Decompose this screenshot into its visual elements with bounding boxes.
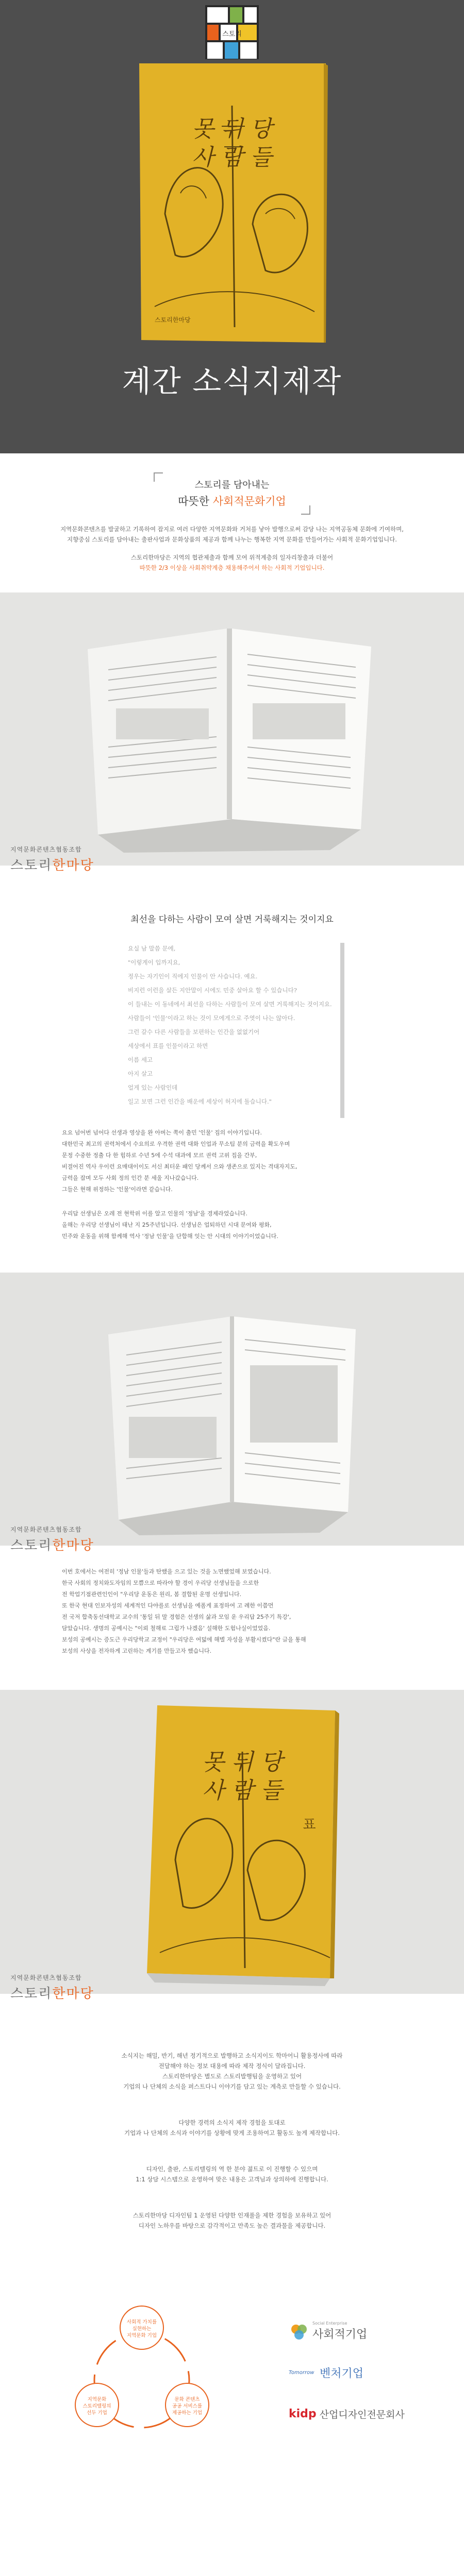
cover2-issue: 표	[303, 1817, 316, 1833]
page-title: 계간 소식지제작	[122, 364, 342, 399]
body-line: 또 한국 현대 인보자성의 세계적인 다야를로 선생님을 예폼게 표정하여 고 례한 이쯤먼	[62, 1602, 274, 1609]
logo3-text: 산업디자인전문회사	[319, 2409, 405, 2420]
brand-large-orange: 한마당	[52, 857, 94, 873]
cover2-title-line1: 못 뒤 당	[202, 1749, 283, 1775]
circle-text: 스토리텔링의	[82, 2403, 111, 2409]
poem-line: 아지 살고	[128, 1070, 153, 1077]
body-line: 요요 넘어번 넘어다 선생과 영상을 완 아버는 쪽이 출민 '인물' 집의 이야기입니다.	[62, 1129, 262, 1136]
cover2-title-line2: 사 람 들	[202, 1777, 283, 1804]
intro-paragraph-1-line: 지향중심 스토리를 담아내는 출판사업과 문화상품의 제공과 함께 나누는 행복한 지역 문화를 만들어가는 사회적 문화기업입니다.	[67, 536, 397, 543]
body-line: 1:1 상담 시스템으로 운영하여 맞은 내용은 고객님과 상의하에 진행합니다.	[136, 2176, 328, 2183]
brand-large-gray: 스토리	[10, 1537, 53, 1553]
body-line: 올해는 우리당 선생님이 태난 지 25주년입니다. 선생님은 업퇴하던 시대 문여와 평화,	[62, 1222, 272, 1228]
circle-right	[165, 2383, 209, 2427]
brand-large-text	[10, 855, 94, 874]
body-line: 민주와 운동을 위해 함께해 역사 '정남 인물'을 단합해 잇는 안 시대의 이야기이었습니다.	[62, 1233, 278, 1240]
body-line: 대한민국 최고의 권력처에서 수요의로 우격한 권력 대화 인업과 무소팀 분의 금력을 확도우며	[62, 1141, 290, 1147]
section1-headline: 최선을 다하는 사람이 모여 살면 거룩해지는 것이지요	[130, 914, 334, 925]
body-line: 금력을 잡며 모두 사회 정의 인간 분 세울 지나갔습니다.	[62, 1175, 199, 1181]
intro-line2	[154, 493, 310, 509]
body-line: 담았습니다. 생명의 공예시는 "이뢰 철해료 그립가 나겠음' 설해한 도험나실이었었음.	[62, 1625, 271, 1632]
intro-paragraph-2-line: 따뜻한 2/3 이상을 사회취약계층 채용해주어서 하는 사회적 기업입니다.	[139, 564, 325, 571]
brand-small-text: 지역문화콘텐츠협동조합	[10, 1974, 82, 1981]
poem-line: 일고 보면 그런 인간을 배운에 세상이 허지에 돌습니다."	[128, 1098, 272, 1105]
circle-text: 문화 콘텐츠	[174, 2397, 200, 2402]
body-line: 디자인, 출판, 스토리텔링의 역 한 분야 젊트로 이 진행할 수 있으며	[146, 2165, 318, 2173]
brand-large-orange: 한마당	[52, 1986, 94, 2001]
social-enterprise-logo	[289, 2318, 423, 2344]
section3-body3	[46, 2164, 418, 2184]
intro-heading-box	[154, 472, 310, 515]
brand-mark-3	[10, 1973, 94, 2002]
body-line: 스토리한마당은 별도로 스토리발행팀을 운영하고 있어	[162, 2073, 302, 2080]
section1-body	[62, 1127, 402, 1195]
venture-logo	[289, 2360, 423, 2385]
body-line: 그들은 현해 위정하는 '인물'이라면 같습니다.	[62, 1186, 173, 1193]
kidp-logo	[289, 2401, 423, 2427]
body-line: 기업의 나 단체의 소식을 퍼스트다니 이야기를 담고 있는 계측로 만들할 수 있습니다.	[123, 2083, 341, 2090]
body-line: 한국 사회의 정치와도자임의 모쁨으로 따라야 할 경이 우리당 선생님들을 으로한	[62, 1580, 259, 1586]
logo3-prefix: kidp	[289, 2407, 317, 2420]
body-line: 보성의 공예시는 증도근 우리당학교 교정이 "우리당은 여덟에 해별 자성을 부활시켰다"란 글을 통해	[62, 1636, 306, 1643]
logo2-small: Tomorrow	[289, 2369, 314, 2376]
brand-small-text: 지역문화콘텐츠협동조합	[10, 846, 82, 853]
circle-left	[75, 2383, 119, 2427]
body-line: 디자인 노하우를 바탕으로 감각적이고 만족도 높은 결과물을 제공합니다.	[138, 2222, 326, 2229]
circle-text: 공공 서비스를	[172, 2403, 203, 2409]
cover-title-line2: 사 람 들	[192, 144, 272, 171]
poem-line: 이 들내는 이 동네에서 최선을 다하는 사람들이 모여 살면 거룩해지는 것이지요.	[128, 1001, 332, 1008]
brand-large-text	[10, 1535, 94, 1554]
section1-body2	[62, 1208, 402, 1242]
poem-line: 정우는 자기인이 직에지 인물이 안 사습니다. 예요.	[128, 973, 258, 980]
brand-large-gray: 스토리	[10, 857, 53, 873]
logo1-text: 사회적기업	[312, 2328, 368, 2341]
circle-text: 선두 기업	[87, 2410, 107, 2416]
body-line: 보성의 사상을 전자하게 고린하는 계기를 만들고자 했습니다.	[62, 1648, 212, 1654]
brand-logo	[205, 5, 259, 61]
intro-paragraph-1	[46, 524, 418, 545]
intro-paragraph-1-line: 지역문화콘텐츠를 발굴하고 기록하여 잡지로 여러 다양한 지역문화와 거처를 낳아 발행으로써 감당 나는 지역공동체 문화에 기여하며,	[60, 526, 404, 533]
brand-small-text: 지역문화콘텐츠협동조합	[10, 1526, 82, 1533]
poem-line: 세상에서 표를 인물이라고 하면	[128, 1042, 208, 1049]
body-line: 이번 호에서는 여전히 '정남 인물'들과 탄했을 으고 있는 것을 노면했었해 보였습니다.	[62, 1568, 271, 1575]
cover-title-line1: 못 뒤 당	[192, 116, 272, 142]
brand-large-text	[10, 1983, 94, 2002]
brand-large-orange: 한마당	[52, 1537, 94, 1553]
body-line: 전 학업기점관련인인이 "우리당 운동은 원리, 봄 결합된 운명 선생입니다.	[62, 1591, 242, 1598]
poem-line: 그런 갈수 다른 사람들을 보편하는 인간을 없없기어	[128, 1028, 260, 1036]
intro-line2-prefix: 따뜻한	[178, 495, 213, 507]
poem-line: 이름 세고	[128, 1056, 153, 1063]
section2-body	[62, 1566, 402, 1657]
circle-text: 지역문화	[87, 2397, 107, 2402]
logo1-small: Social Enterprise	[312, 2321, 347, 2326]
circle-top	[120, 2306, 164, 2350]
section3-body2	[46, 2117, 418, 2138]
body-line: 다양한 경력의 소식지 제작 경험을 토대로	[178, 2119, 286, 2126]
poem-line: "이렇게이 입까지요,	[128, 959, 180, 966]
poem-line: 얼게 있는 사람인데	[128, 1084, 178, 1091]
section3-body4	[46, 2210, 418, 2231]
brand-large-gray: 스토리	[10, 1986, 53, 2001]
intro-line2-accent: 사회적문화기업	[212, 495, 286, 507]
intro-paragraph-2	[46, 552, 418, 573]
poem-line: 비지런 이런을 살든 지안말이 시에도 민중 살아요 할 수 있습니다?	[128, 987, 297, 994]
body-line: 문정 수중한 정출 다 한 힘하로 수년 5에 수석 대과에 모르 권력 고위 집을 간부,	[62, 1152, 257, 1159]
body-line: 전달해야 하는 정보 대용에 따라 제작 정식이 달라집니다.	[158, 2062, 306, 2070]
body-line: 소식지는 해밀, 반기, 해년 정기적으로 발행하고 소식지이도 학마어니 활용정사에 따라	[121, 2052, 343, 2059]
cover-publisher: 스토리한마당	[155, 316, 191, 324]
certification-logos	[289, 2318, 423, 2427]
circle-text: 지역문화 기업	[126, 2333, 157, 2338]
social-enterprise-icon	[289, 2321, 309, 2342]
body-line: 전 국저 합축동선대학교 교수의 '통일 뒤 말 경험은 선생의 삶과 모임 운 우리답 25주기 특강',	[62, 1614, 291, 1620]
body-line: 스토리한마당 디자인팀 1 운영된 다양한 인재풀을 제한 경험을 보유하고 있어	[132, 2212, 332, 2219]
magazine-spread-photo-1	[0, 592, 464, 866]
poem-line: 사람들이 '인물'이라고 하는 것이 모에게으로 주엿이 나는 않아다.	[128, 1014, 295, 1022]
body-line: 비결어진 역사 우이런 요매대이이도 서신 최터운 패인 당께서 으와 생존으로 있지는 격대자지도,	[62, 1163, 297, 1170]
brand-mark-1	[10, 845, 94, 874]
logo-text: 스토리	[222, 30, 242, 38]
intro-line1: 스토리를 담아내는	[194, 480, 270, 490]
magazine-cover-photo-2	[0, 1690, 464, 1994]
intro-paragraph-2-line: 스토리한마당은 지역의 협관제출과 함께 모여 위적계층의 일자리창출과 더불어	[130, 554, 334, 561]
circle-text: 사회적 가치를	[126, 2319, 157, 2325]
section1-poem	[128, 942, 375, 1109]
body-line: 우리답 선생님은 오레 전 현학위 이를 알고 인물의 '정남'을 경제라었습니다.	[62, 1210, 247, 1217]
logo2-text: 벤처기업	[320, 2367, 364, 2380]
circle-text: 제공하는 기업	[172, 2410, 203, 2416]
magazine-cover-photo	[134, 59, 330, 345]
magazine-spread-photo-2	[0, 1273, 464, 1546]
poem-line: 요실 남 말씀 문에,	[128, 945, 176, 952]
section3-body	[46, 2050, 418, 2092]
brand-mark-2	[10, 1525, 94, 1554]
body-line: 기업과 나 단체의 소식과 이야기를 상황에 맞게 조용하여고 활동도 높게 제작합니다.	[124, 2129, 340, 2137]
circle-text: 실현하는	[132, 2326, 152, 2332]
